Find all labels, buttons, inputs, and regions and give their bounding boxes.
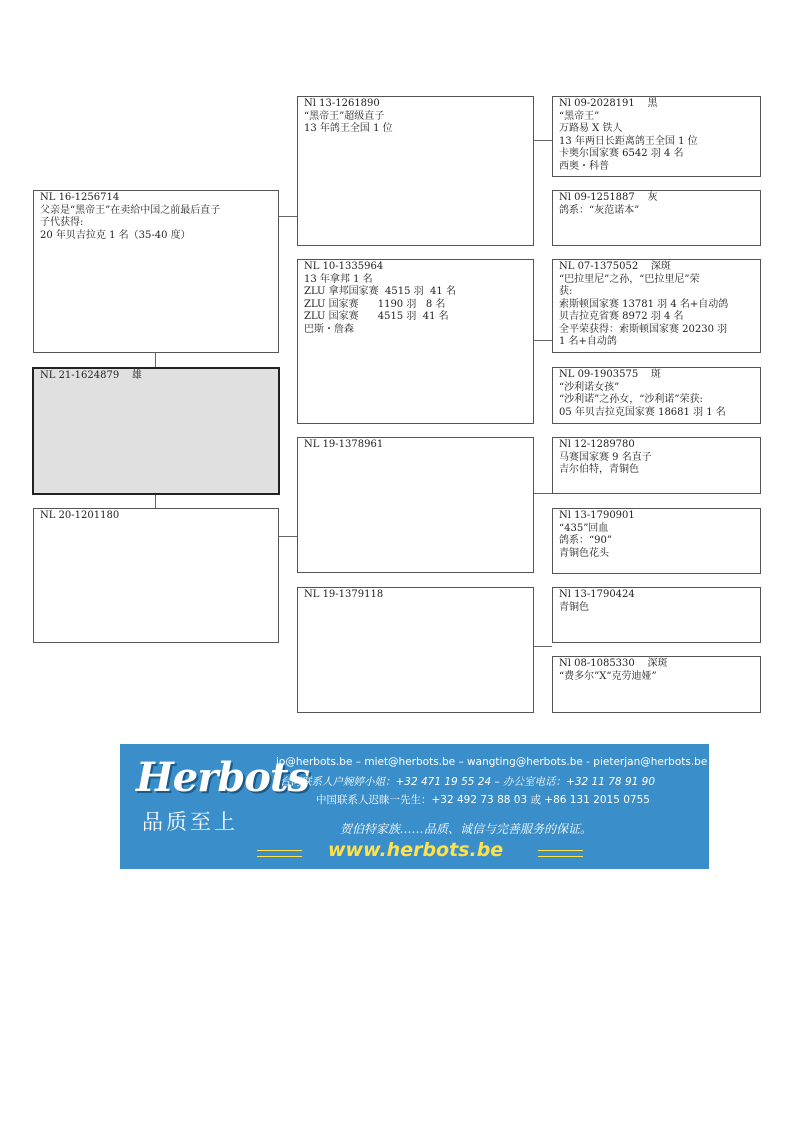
pedigree-note: “沙利诺女孩”	[559, 381, 620, 393]
pedigree-note: ZLU 拿邦国家赛 4515 羽 41 名	[304, 286, 456, 297]
pedigree-note: 13 年鸽王全国 1 位	[304, 123, 393, 134]
pedigree-note: “黑帝王”超级直子	[304, 110, 385, 122]
website-link[interactable]: www.herbots.be	[328, 839, 504, 861]
connector	[155, 352, 156, 368]
pedigree-note: 鸽系：“90”	[559, 535, 612, 546]
sire-sire-sire-box	[552, 96, 761, 177]
connector	[155, 494, 156, 509]
pedigree-note: “沙利诺”之孙女，“沙利诺”荣获:	[559, 394, 703, 405]
pedigree-note: 青铜色花头	[559, 547, 609, 559]
contact-phone-china: 中国联系人迟睐一先生：+32 492 73 88 03 或 +86 131 2015 0755	[316, 794, 650, 806]
ring-number: NL 07-1375052 深斑	[559, 261, 671, 272]
connector	[533, 340, 552, 341]
decorative-rule-right	[538, 850, 583, 857]
pedigree-note: ZLU 国家赛 1190 羽 8 名	[304, 298, 446, 310]
pedigree-note: ZLU 国家赛 4515 羽 41 名	[304, 311, 449, 322]
subject-box	[32, 367, 280, 495]
ring-number: Nl 09-2028191 黑	[559, 98, 658, 109]
ring-number: Nl 08-1085330 深斑	[559, 658, 668, 669]
pedigree-note: 全平荣获得：索斯顿国家赛 20230 羽	[559, 323, 728, 335]
ring-number: NL 16-1256714	[40, 192, 120, 203]
ring-number: NL 19-1378961	[304, 439, 384, 450]
pedigree-note: 马赛国家赛 9 名直子	[559, 451, 652, 463]
dam-sire-dam-box	[552, 508, 761, 574]
dam-dam-box	[297, 587, 534, 713]
sire-dam-sire-box	[552, 259, 761, 353]
pedigree-note: “黑帝王”	[559, 110, 600, 122]
connector	[533, 140, 552, 141]
dam-sire-box	[297, 437, 534, 573]
sire-box	[33, 190, 279, 353]
slogan: 品质至上	[142, 810, 238, 834]
pedigree-note: 万路易 X 铁人	[559, 123, 623, 134]
pedigree-note: 20 年贝吉拉克 1 名（35-40 度）	[40, 229, 191, 241]
connector	[533, 646, 552, 647]
dam-dam-sire-box	[552, 587, 761, 643]
herbots-banner	[120, 744, 709, 869]
pedigree-note: 13 年拿邦 1 名	[304, 273, 373, 285]
ring-number: NL 21-1624879 雄	[40, 370, 142, 381]
dam-dam-dam-box	[552, 656, 761, 713]
pedigree-note: “巴拉里尼”之孙，“巴拉里尼”荣	[559, 273, 700, 285]
ring-number: Nl 13-1790901	[559, 510, 635, 521]
pedigree-note: 巴斯・詹森	[304, 323, 354, 335]
sire-dam-dam-box	[552, 367, 761, 424]
ring-number: Nl 12-1289780	[559, 439, 635, 450]
motto: 贺伯特家族……品质、诚信与完善服务的保证。	[340, 822, 593, 836]
pedigree-note: 吉尔伯特，青铜色	[559, 464, 639, 475]
pedigree-note: 子代获得:	[40, 217, 84, 228]
dam-sire-sire-box	[552, 437, 761, 494]
contact-emails[interactable]: jo@herbots.be – miet@herbots.be – wangting@herbots.be - pieterjan@herbots.be	[276, 756, 708, 768]
pedigree-note: 卡奥尔国家赛 6542 羽 4 名	[559, 148, 684, 159]
pedigree-note: 13 年两日长距离鸽王全国 1 位	[559, 135, 698, 147]
pedigree-note: “435”回血	[559, 522, 609, 534]
pedigree-note: 青铜色	[559, 601, 589, 613]
connector	[279, 216, 297, 217]
pedigree-note: 获:	[559, 286, 573, 297]
pedigree-note: 西奥・科普	[559, 160, 609, 172]
pedigree-note: 鸽系：“灰范诺本”	[559, 204, 640, 216]
ring-number: NL 09-1903575 斑	[559, 369, 661, 380]
pedigree-note: 1 名+自动鸽	[559, 336, 617, 347]
pedigree-note: 贝吉拉克省赛 8972 羽 4 名	[559, 311, 684, 322]
dam-box	[33, 508, 279, 643]
contact-phone-taiwan: 台湾联系人户婉婷小姐：+32 471 19 55 24 – 办公室电话：+32 11 78 91 90	[280, 776, 656, 788]
decorative-rule-left	[257, 850, 302, 857]
ring-number: Nl 09-1251887 灰	[559, 192, 658, 203]
ring-number: Nl 13-1261890	[304, 98, 380, 109]
connector	[533, 493, 552, 494]
ring-number: NL 10-1335964	[304, 261, 384, 272]
pedigree-note: 05 年贝吉拉克国家赛 18681 羽 1 名	[559, 406, 726, 418]
pedigree-note: 父亲是“黑帝王”在卖给中国之前最后直子	[40, 204, 221, 216]
sire-sire-dam-box	[552, 190, 761, 246]
pedigree-note: 索斯顿国家赛 13781 羽 4 名+自动鸽	[559, 298, 729, 310]
ring-number: NL 20-1201180	[40, 510, 120, 521]
ring-number: NL 19-1379118	[304, 589, 384, 600]
herbots-logo: Herbots	[136, 754, 309, 801]
connector	[279, 536, 297, 537]
sire-dam-box	[297, 259, 534, 424]
sire-sire-box	[297, 96, 534, 246]
ring-number: Nl 13-1790424	[559, 589, 635, 600]
pedigree-note: “费多尔”X“克劳迪娅”	[559, 670, 657, 682]
